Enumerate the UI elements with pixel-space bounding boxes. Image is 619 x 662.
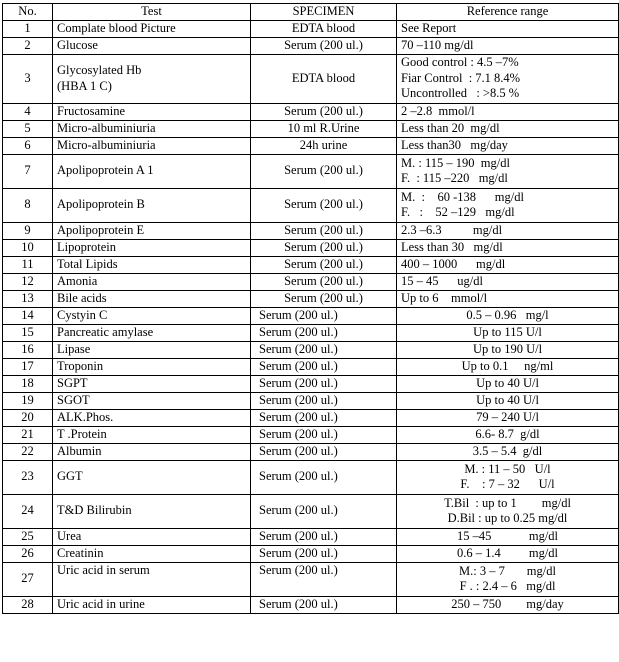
specimen: Serum (200 ul.) (251, 154, 397, 188)
specimen: Serum (200 ul.) (251, 528, 397, 545)
reference-range (397, 154, 619, 188)
test-name (53, 188, 251, 222)
reference-range (397, 562, 619, 596)
reference-range-line: Up to 40 U/l (476, 375, 539, 390)
reference-range-line: Uncontrolled : >8.5 % (401, 86, 520, 101)
row-number: 13 (3, 290, 53, 307)
test-name (53, 307, 251, 324)
test-name-line: SGOT (57, 392, 90, 407)
test-name-line: Cystyin C (57, 307, 108, 322)
specimen: Serum (200 ul.) (251, 188, 397, 222)
test-name (53, 443, 251, 460)
reference-range (397, 596, 619, 613)
reference-range (397, 103, 619, 120)
test-name (53, 562, 251, 596)
reference-range-line: Up to 40 U/l (476, 392, 539, 407)
reference-range-line: 2 –2.8 mmol/l (401, 103, 475, 118)
row-number: 25 (3, 528, 53, 545)
specimen: 10 ml R.Urine (251, 120, 397, 137)
reference-range-line: F. : 7 – 32 U/l (460, 477, 555, 491)
reference-range-line: F. : 115 –220 mg/dl (401, 171, 508, 185)
test-name-line: Troponin (57, 358, 104, 373)
test-name (53, 341, 251, 358)
header-row (3, 4, 619, 21)
test-name (53, 222, 251, 239)
specimen: Serum (200 ul.) (251, 409, 397, 426)
reference-range (397, 341, 619, 358)
row-number: 10 (3, 239, 53, 256)
test-name-line: Albumin (57, 443, 102, 458)
lab-reference-table (2, 3, 619, 614)
reference-range (397, 120, 619, 137)
test-name (53, 273, 251, 290)
reference-range-line: Up to 6 mmol/l (401, 290, 488, 305)
test-name-line: Fructosamine (57, 103, 126, 118)
reference-range-line: M.: 3 – 7 mg/dl (459, 563, 556, 578)
specimen: EDTA blood (251, 20, 397, 37)
row-number: 5 (3, 120, 53, 137)
specimen: Serum (200 ul.) (251, 256, 397, 273)
table-row (3, 290, 619, 307)
test-name-line: Glucose (57, 37, 98, 52)
reference-range (397, 188, 619, 222)
reference-range-line: Less than30 mg/day (401, 137, 508, 152)
row-number: 4 (3, 103, 53, 120)
test-name-line: Lipoprotein (57, 239, 117, 254)
specimen: Serum (200 ul.) (251, 239, 397, 256)
reference-range-line: See Report (401, 20, 457, 35)
table-row (3, 307, 619, 324)
specimen: Serum (200 ul.) (251, 392, 397, 409)
specimen: Serum (200 ul.) (251, 307, 397, 324)
reference-range-line: Up to 190 U/l (472, 341, 543, 356)
reference-range-line: Up to 115 U/l (473, 324, 542, 339)
reference-range-line: 3.5 – 5.4 g/dl (472, 443, 543, 458)
test-name-line: Micro-albuminiuria (57, 137, 156, 152)
specimen: EDTA blood (251, 54, 397, 103)
test-name-line: (HBA 1 C) (57, 78, 112, 93)
specimen: 24h urine (251, 137, 397, 154)
table-row (3, 443, 619, 460)
reference-range (397, 222, 619, 239)
reference-range (397, 273, 619, 290)
table-row (3, 188, 619, 222)
reference-range-line: 250 – 750 mg/day (451, 596, 564, 611)
row-number: 19 (3, 392, 53, 409)
test-name (53, 290, 251, 307)
row-number: 7 (3, 154, 53, 188)
row-number: 2 (3, 37, 53, 54)
test-name-line: Complate blood Picture (57, 20, 176, 35)
test-name-line: Apolipoprotein E (57, 222, 145, 237)
test-name-line: Apolipoprotein A 1 (57, 163, 154, 178)
reference-range (397, 528, 619, 545)
table-row (3, 120, 619, 137)
reference-range-line: 0.6 – 1.4 mg/dl (456, 545, 559, 560)
reference-range-line: Less than 20 mg/dl (401, 120, 500, 135)
row-number: 11 (3, 256, 53, 273)
reference-range-line: 2.3 –6.3 mg/dl (401, 222, 503, 237)
test-name (53, 324, 251, 341)
test-name-line: Bile acids (57, 290, 107, 305)
row-number: 28 (3, 596, 53, 613)
test-name (53, 37, 251, 54)
row-number: 15 (3, 324, 53, 341)
reference-range (397, 239, 619, 256)
test-name-line: Uric acid in serum (57, 562, 150, 577)
table-row (3, 256, 619, 273)
specimen: Serum (200 ul.) (251, 290, 397, 307)
reference-range (397, 443, 619, 460)
test-name-line: T&D Bilirubin (57, 503, 132, 518)
test-name (53, 54, 251, 103)
specimen: Serum (200 ul.) (251, 324, 397, 341)
row-number: 22 (3, 443, 53, 460)
table-row (3, 20, 619, 37)
reference-range-line: M. : 60 -138 mg/dl (401, 189, 524, 204)
reference-range-line: 79 – 240 U/l (476, 409, 539, 424)
specimen: Serum (200 ul.) (251, 443, 397, 460)
header-test: Test (53, 4, 251, 21)
specimen: Serum (200 ul.) (251, 358, 397, 375)
test-name (53, 120, 251, 137)
row-number: 21 (3, 426, 53, 443)
table-row (3, 528, 619, 545)
reference-range-line: 6.6- 8.7 g/dl (475, 426, 540, 441)
test-name (53, 409, 251, 426)
row-number: 1 (3, 20, 53, 37)
test-name (53, 528, 251, 545)
reference-range-line: F. : 52 –129 mg/dl (401, 205, 515, 219)
specimen: Serum (200 ul.) (251, 375, 397, 392)
header-specimen: SPECIMEN (251, 4, 397, 21)
test-name (53, 460, 251, 494)
test-name-line: Pancreatic amylase (57, 324, 154, 339)
reference-range (397, 20, 619, 37)
test-name (53, 426, 251, 443)
specimen: Serum (200 ul.) (251, 273, 397, 290)
reference-range-line: Less than 30 mg/dl (401, 239, 503, 254)
table-body (3, 20, 619, 613)
reference-range (397, 494, 619, 528)
table-row (3, 358, 619, 375)
table-row (3, 154, 619, 188)
row-number: 26 (3, 545, 53, 562)
row-number: 12 (3, 273, 53, 290)
specimen: Serum (200 ul.) (251, 596, 397, 613)
reference-range (397, 375, 619, 392)
reference-range (397, 37, 619, 54)
specimen: Serum (200 ul.) (251, 103, 397, 120)
test-name-line: Lipase (57, 341, 91, 356)
test-name-line: T .Protein (57, 426, 107, 441)
test-name (53, 256, 251, 273)
reference-range-line: Good control : 4.5 –7% (401, 55, 519, 70)
test-name-line: Creatinin (57, 545, 104, 560)
row-number: 20 (3, 409, 53, 426)
reference-range-line: M. : 115 – 190 mg/dl (401, 155, 510, 170)
reference-range-line: 15 –45 mg/dl (456, 528, 559, 543)
test-name-line: Apolipoprotein B (57, 197, 145, 212)
table-row (3, 426, 619, 443)
table-row (3, 54, 619, 103)
reference-range (397, 290, 619, 307)
table-row (3, 137, 619, 154)
reference-range-line: Up to 0.1 ng/ml (461, 358, 554, 373)
test-name (53, 358, 251, 375)
test-name-line: Glycosylated Hb (57, 63, 142, 77)
test-name (53, 392, 251, 409)
reference-range-line: F . : 2.4 – 6 mg/dl (459, 579, 556, 593)
table-row (3, 392, 619, 409)
row-number: 8 (3, 188, 53, 222)
test-name-line: Amonia (57, 273, 98, 288)
reference-range-line: Fiar Control : 7.1 8.4% (401, 70, 521, 85)
reference-range-line: 15 – 45 ug/dl (401, 273, 483, 288)
row-number: 6 (3, 137, 53, 154)
test-name-line: SGPT (57, 375, 88, 390)
specimen: Serum (200 ul.) (251, 37, 397, 54)
reference-range (397, 256, 619, 273)
specimen: Serum (200 ul.) (251, 222, 397, 239)
table-row (3, 341, 619, 358)
table-row (3, 324, 619, 341)
table-row (3, 239, 619, 256)
test-name (53, 545, 251, 562)
test-name (53, 239, 251, 256)
reference-range (397, 54, 619, 103)
reference-range-line: 70 –110 mg/dl (401, 37, 474, 52)
reference-range (397, 307, 619, 324)
table-row (3, 545, 619, 562)
test-name-line: Urea (57, 528, 82, 543)
specimen: Serum (200 ul.) (251, 494, 397, 528)
row-number: 23 (3, 460, 53, 494)
table-row (3, 494, 619, 528)
reference-range-line: T.Bil : up to 1 mg/dl (444, 495, 571, 510)
header-no: No. (3, 4, 53, 21)
row-number: 9 (3, 222, 53, 239)
row-number: 17 (3, 358, 53, 375)
reference-range-line: D.Bil : up to 0.25 mg/dl (447, 511, 568, 525)
reference-range-line: M. : 11 – 50 U/l (464, 461, 551, 476)
table-row (3, 375, 619, 392)
reference-range-line: 0.5 – 0.96 mg/l (466, 307, 549, 322)
test-name-line: Uric acid in urine (57, 596, 145, 611)
reference-range (397, 324, 619, 341)
test-name-line: Micro-albuminiuria (57, 120, 156, 135)
test-name-line: GGT (57, 469, 83, 484)
specimen: Serum (200 ul.) (251, 562, 397, 596)
test-name (53, 20, 251, 37)
row-number: 18 (3, 375, 53, 392)
table-row (3, 222, 619, 239)
reference-range (397, 409, 619, 426)
reference-range (397, 392, 619, 409)
table-row (3, 409, 619, 426)
table-row (3, 460, 619, 494)
test-name (53, 494, 251, 528)
row-number: 3 (3, 54, 53, 103)
test-name (53, 154, 251, 188)
specimen: Serum (200 ul.) (251, 341, 397, 358)
row-number: 14 (3, 307, 53, 324)
test-name (53, 137, 251, 154)
test-name (53, 596, 251, 613)
reference-range-line: 400 – 1000 mg/dl (401, 256, 506, 271)
test-name (53, 103, 251, 120)
reference-range (397, 358, 619, 375)
reference-range (397, 426, 619, 443)
reference-range (397, 460, 619, 494)
table-row (3, 37, 619, 54)
row-number: 27 (3, 562, 53, 596)
table-row (3, 596, 619, 613)
specimen: Serum (200 ul.) (251, 426, 397, 443)
test-name-line: ALK.Phos. (57, 409, 114, 424)
row-number: 24 (3, 494, 53, 528)
table-row (3, 103, 619, 120)
specimen: Serum (200 ul.) (251, 460, 397, 494)
specimen: Serum (200 ul.) (251, 545, 397, 562)
table-row (3, 562, 619, 596)
table-row (3, 273, 619, 290)
test-name-line: Total Lipids (57, 256, 118, 271)
row-number: 16 (3, 341, 53, 358)
reference-range (397, 545, 619, 562)
reference-range (397, 137, 619, 154)
test-name (53, 375, 251, 392)
header-reference-range: Reference range (397, 4, 619, 21)
